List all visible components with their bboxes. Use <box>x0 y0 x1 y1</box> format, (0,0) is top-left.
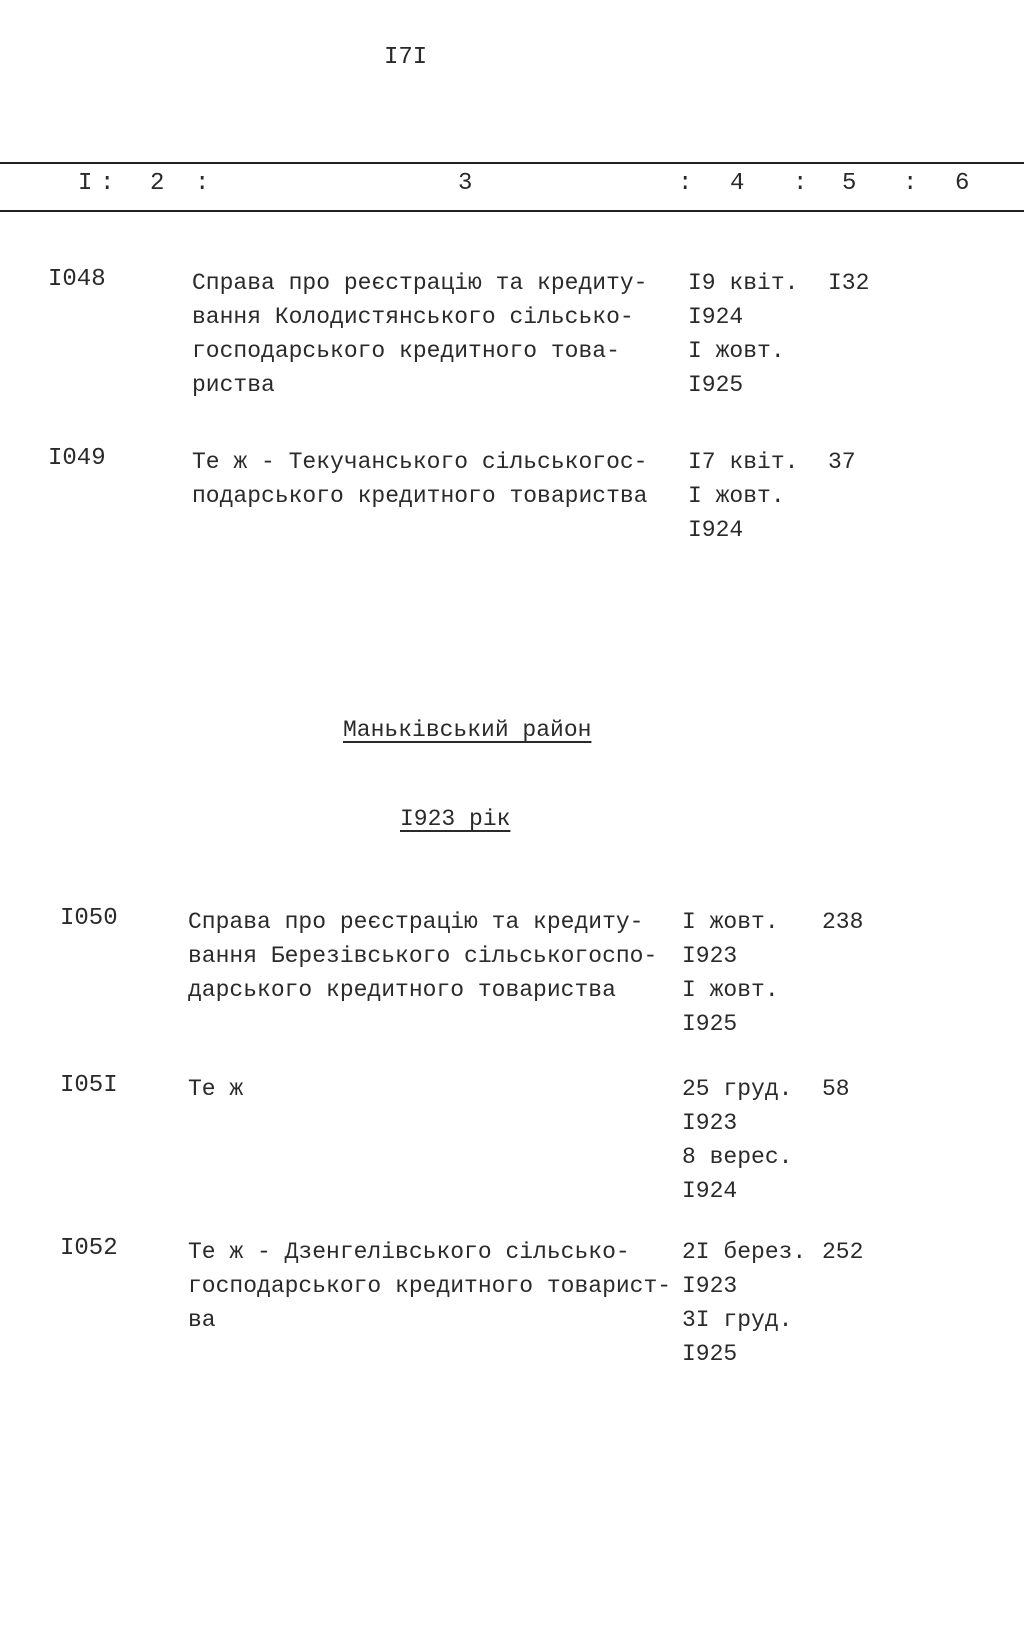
entry-date-line: 2I берез. <box>682 1239 807 1265</box>
entry-date-line: I7 квіт. <box>688 449 799 475</box>
entry-number: I048 <box>48 266 106 293</box>
entry-sheet-count: 252 <box>822 1239 864 1265</box>
district-heading: Маньківський район <box>343 717 592 743</box>
entry-date-line: I925 <box>688 372 744 398</box>
entry-date-line: I9 квіт. <box>688 270 799 296</box>
column-separator: : <box>903 170 918 197</box>
entry-date-line: I923 <box>682 1273 738 1299</box>
entry-description-line: Справа про реєстрацію та кредиту- <box>192 270 648 296</box>
column-number: I <box>78 170 93 197</box>
year-heading: I923 рік <box>400 806 511 832</box>
entry-sheet-count: 37 <box>828 449 856 475</box>
table-header-rule-bottom <box>0 210 1024 212</box>
column-number: 3 <box>458 170 473 197</box>
entry-date-line: 3I груд. <box>682 1307 793 1333</box>
entry-description-line: риства <box>192 372 275 398</box>
entry-date-line: 25 груд. <box>682 1076 793 1102</box>
entry-date-line: I925 <box>682 1011 738 1037</box>
entry-date-line: 8 верес. <box>682 1144 793 1170</box>
entry-description-line: дарського кредитного товариства <box>188 977 616 1003</box>
entry-date-line: I923 <box>682 943 738 969</box>
entry-description-line: Те ж - Дзенгелівського сільсько- <box>188 1239 630 1265</box>
entry-description-line: господарського кредитного товарист- <box>188 1273 672 1299</box>
entry-date-line: I924 <box>688 304 744 330</box>
entry-number: I05I <box>60 1072 118 1099</box>
entry-date-line: I924 <box>682 1178 738 1204</box>
entry-date-line: I925 <box>682 1341 738 1367</box>
page-number: I7I <box>384 44 428 71</box>
column-number: 2 <box>150 170 165 197</box>
entry-description-line: вання Березівського сільськогоспо- <box>188 943 658 969</box>
entry-sheet-count: I32 <box>828 270 870 296</box>
entry-description-line: подарського кредитного товариства <box>192 483 648 509</box>
entry-description-line: Справа про реєстрацію та кредиту- <box>188 909 644 935</box>
entry-date-line: I жовт. <box>688 338 785 364</box>
entry-date-line: I жовт. <box>688 483 785 509</box>
entry-sheet-count: 238 <box>822 909 864 935</box>
column-separator: : <box>100 170 115 197</box>
entry-description-line: Те ж <box>188 1076 244 1102</box>
entry-date-line: I жовт. <box>682 909 779 935</box>
entry-number: I052 <box>60 1235 118 1262</box>
column-number: 5 <box>842 170 857 197</box>
entry-description-line: ва <box>188 1307 216 1333</box>
column-separator: : <box>678 170 693 197</box>
entry-sheet-count: 58 <box>822 1076 850 1102</box>
entry-number: I050 <box>60 905 118 932</box>
column-number: 4 <box>730 170 745 197</box>
entry-description-line: вання Колодистянського сільсько- <box>192 304 634 330</box>
entry-date-line: I924 <box>688 517 744 543</box>
entry-date-line: I жовт. <box>682 977 779 1003</box>
table-header-rule-top <box>0 162 1024 164</box>
column-number: 6 <box>955 170 970 197</box>
column-separator: : <box>195 170 210 197</box>
column-separator: : <box>793 170 808 197</box>
entry-description-line: Те ж - Текучанського сільськогос- <box>192 449 648 475</box>
entry-date-line: I923 <box>682 1110 738 1136</box>
entry-description-line: господарського кредитного това- <box>192 338 620 364</box>
entry-number: I049 <box>48 445 106 472</box>
